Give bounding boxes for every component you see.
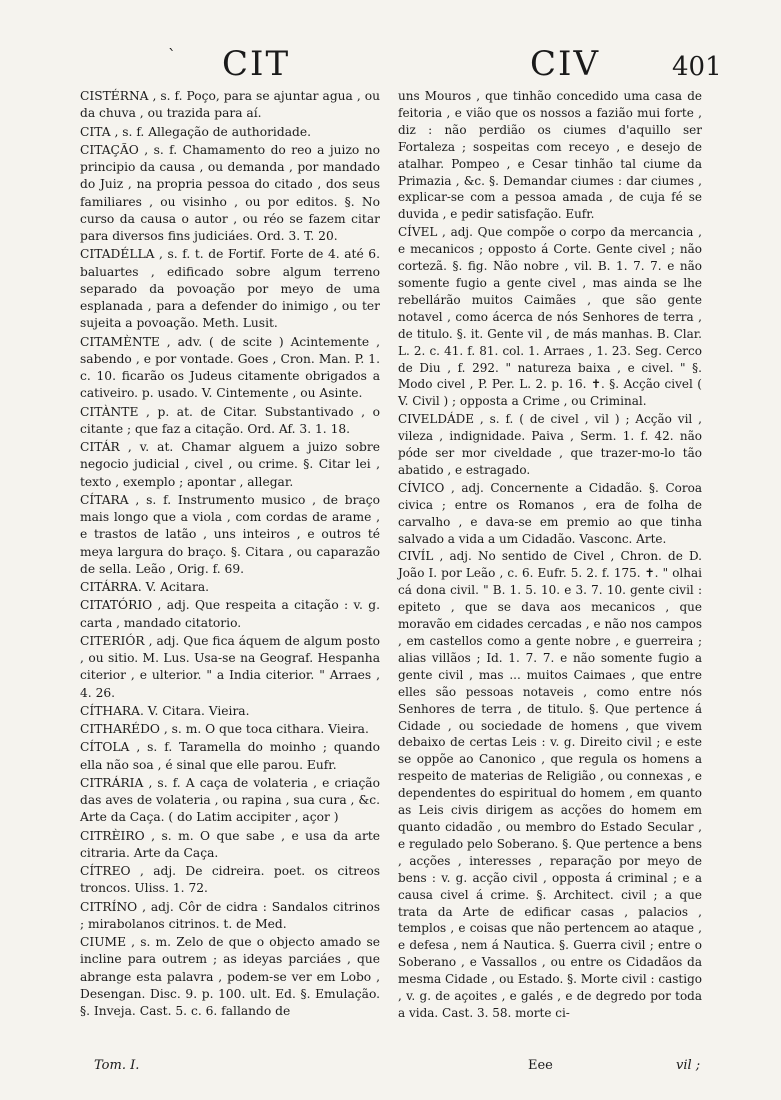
catchword: vil ; <box>676 1058 701 1073</box>
page-footer <box>0 1058 781 1082</box>
dictionary-entry: CITRÍNO , adj. Côr de cidra : Sandalos citrinos ; mirabolanos citrinos. t. de Med. <box>80 899 380 931</box>
dictionary-entry: CIVELDÁDE , s. f. ( de civel , vil ) ; Acção vil , vileza , indignidade. Paiva , Serm. 1. f. 42. não póde ser mor civeldade , que trazer-mo-lo tão abatido , e estragado. <box>398 412 702 477</box>
signature-mark: Eee <box>528 1058 553 1073</box>
page-number: 401 <box>672 52 722 82</box>
left-column <box>80 88 380 1021</box>
right-headword: CIV <box>530 44 600 84</box>
left-headword: CIT <box>222 44 291 84</box>
dictionary-entry: CIUME , s. m. Zelo de que o objecto amado se incline para outrem ; as ideyas parciáes , que abrange esta palavra , podem-se ver em Lobo , Desengan. Disc. 9. p. 100. ult. Ed. §. Emulação. §. Inveja. Cast. 5. c. 6. fallando de <box>80 935 380 1018</box>
dictionary-entry: CIVÍL , adj. No sentido de Civel , Chron. de D. João I. por Leão , c. 6. Eufr. 5. 2. f. 175. ✝. " olhai cá dona civil. " B. 1. 5. 10. e 3. 7. 10. gente civil : epiteto , que se dava aos mecanicos , que moravão em cidades cercadas , e não nos campos , em castellos como a gente nobre , e guerreira ; alias villãos ; Id. 1. 7. 7. e não somente fugio a gente civil , mas ... muitos Caimaes , que entre elles são pessoas notaveis , como entre nós Senhores de terra , de titulo. §. Que pertence á Cidade , ou sociedade de homens , que vivem debaixo de certas Leis : v. g. Direito civil ; e este se oppõe ao Canonico , que regula os homens a respeito de materias de Religião , ou connexas , e dependentes do espiritual do homem , em quanto as Leis civis dirigem as acções do homem em quanto cidadão , ou membro do Estado Secular , e regulado pelo Soberano. §. Que pertence a bens , acções , interesses , reparação por meyo de bens : v. g. acção civil , opposta á criminal ; e a causa civel á crime. §. Architect. civil ; a que trata da Arte de edificar casas , palacios , templos , e coisas que não pertencem ao ataque , e defesa , nem á Nautica. §. Guerra civil ; entre o Soberano , e Vassallos , ou entre os Cidadãos da mesma Cidade , ou Estado. §. Morte civil : castigo , v. g. de açoites , e galés , e de degredo por toda a vida. Cast. 3. 58. morte ci- <box>398 549 702 1020</box>
dictionary-entry: CISTÉRNA , s. f. Poço, para se ajuntar agua , ou da chuva , ou trazida para aí. <box>80 89 380 121</box>
dictionary-entry: CITERIÓR , adj. Que fica áquem de algum posto , ou sitio. M. Lus. Usa-se na Geograf. Hespanha citerior , e ulterior. " a India citerior. " Arraes , 4. 26. <box>80 633 380 700</box>
dictionary-entry: CITAÇÃO , s. f. Chamamento do reo a juizo no principio da causa , ou demanda , por mandado do Juiz , na propria pessoa do citado , dos seus familiares , ou visinho , ou por editos. §. No curso da causa o autor , ou réo se fazem citar para diversos fins judiciáes. Ord. 3. T. 20. <box>80 142 380 243</box>
dictionary-entry: CITATÓRIO , adj. Que respeita a citação : v. g. carta , mandado citatorio. <box>80 598 380 630</box>
dictionary-entry: CITÁR , v. at. Chamar alguem a juizo sobre negocio judicial , civel , ou crime. §. Citar lei , texto , exemplo ; apontar , allegar. <box>80 440 380 489</box>
dictionary-entry: CÍTOLA , s. f. Taramella do moinho ; quando ella não soa , é sinal que elle parou. Eufr. <box>80 740 380 772</box>
dictionary-entry: CITÁRRA. V. Acitara. <box>80 580 210 594</box>
dictionary-entry: CITRÁRIA , s. f. A caça de volateria , e criação das aves de volateria , ou rapina , sua cura , &c. Arte da Caça. ( do Latim accipiter , açor ) <box>80 775 380 825</box>
dictionary-entry: CÍTHARA. V. Citara. Vieira. <box>80 703 250 718</box>
right-column <box>398 88 702 1023</box>
dictionary-entry: CITHARÉDO , s. m. O que toca cithara. Vieira. <box>80 722 369 736</box>
volume-signature: Tom. I. <box>94 1058 140 1073</box>
page-header <box>0 44 781 84</box>
dictionary-entry: CITADÉLLA , s. f. t. de Fortif. Forte de 4. até 6. baluartes , edificado sobre algum terreno separado da povoação por meyo de uma esplanada , para a defender do inimigo , ou ter sujeita a povoação. Meth. Lusit. <box>80 247 380 331</box>
dictionary-entry: CÍVEL , adj. Que compõe o corpo da mercancia , e mecanicos ; opposto á Corte. Gente civel ; não cortezã. §. fig. Não nobre , vil. B. 1. 7. 7. e não somente fugio a gente civel , mas ainda se lhe rebellárão muitos Caimães , que são gente notavel , como ácerca de nós Senhores de terra , de titulo. §. it. Gente vil , de más manhas. B. Clar. L. 2. c. 41. f. 81. col. 1. Arraes , 1. 23. Seg. Cerco de Diu , f. 292. " natureza baixa , e civel. " §. Modo civel , P. Per. L. 2. p. 16. ✝. §. Acção civel ( V. Civil ) ; opposta a Crime , ou Criminal. <box>398 225 702 409</box>
dictionary-entry: CITRÈIRO , s. m. O que sabe , e usa da arte citraria. Arte da Caça. <box>80 828 380 860</box>
dictionary-entry: CÍTREO , adj. De cidreira. poet. os citreos troncos. Uliss. 1. 72. <box>80 864 380 896</box>
dictionary-entry: CITAMÈNTE , adv. ( de scite ) Acintemente , sabendo , e por vontade. Goes , Cron. Man. P. 1. c. 10. ficarão os Judeus citamente obrigados a cativeiro. p. usado. V. Cintemente , ou Asinte. <box>80 334 380 401</box>
dictionary-entry: CITA , s. f. Allegação de authoridade. <box>80 124 311 139</box>
dictionary-entry: uns Mouros , que tinhão concedido uma casa de feitoria , e vião que os nossos a fazião mui forte , diz : não perdião os ciumes d'aquillo ser Fortaleza ; sospeitas com receyo , e desejo de atalhar. Pompeo , e Cesar tinhão tal ciume da Primazia , &c. §. Demandar ciumes : dar ciumes , explicar-se com a pessoa amada , de cuja fé se duvida , e pedir satisfação. Eufr. <box>398 89 702 222</box>
corner-mark: ` <box>168 46 176 65</box>
dictionary-entry: CÍTARA , s. f. Instrumento musico , de braço mais longo que a viola , com cordas de arame , e trastos de latão , uns inteiros , e outros té meya largura do braço. §. Citara , ou caparazão de sella. Leão , Orig. f. 69. <box>80 492 380 576</box>
dictionary-entry: CITÀNTE , p. at. de Citar. Substantivado , o citante ; que faz a citação. Ord. Af. 3. 1. 18. <box>80 404 380 436</box>
dictionary-entry: CÍVICO , adj. Concernente a Cidadão. §. Coroa civica ; entre os Romanos , era de folha de carvalho , e dava-se em premio ao que tinha salvado a vida a um Cidadão. Vasconc. Arte. <box>398 480 702 546</box>
